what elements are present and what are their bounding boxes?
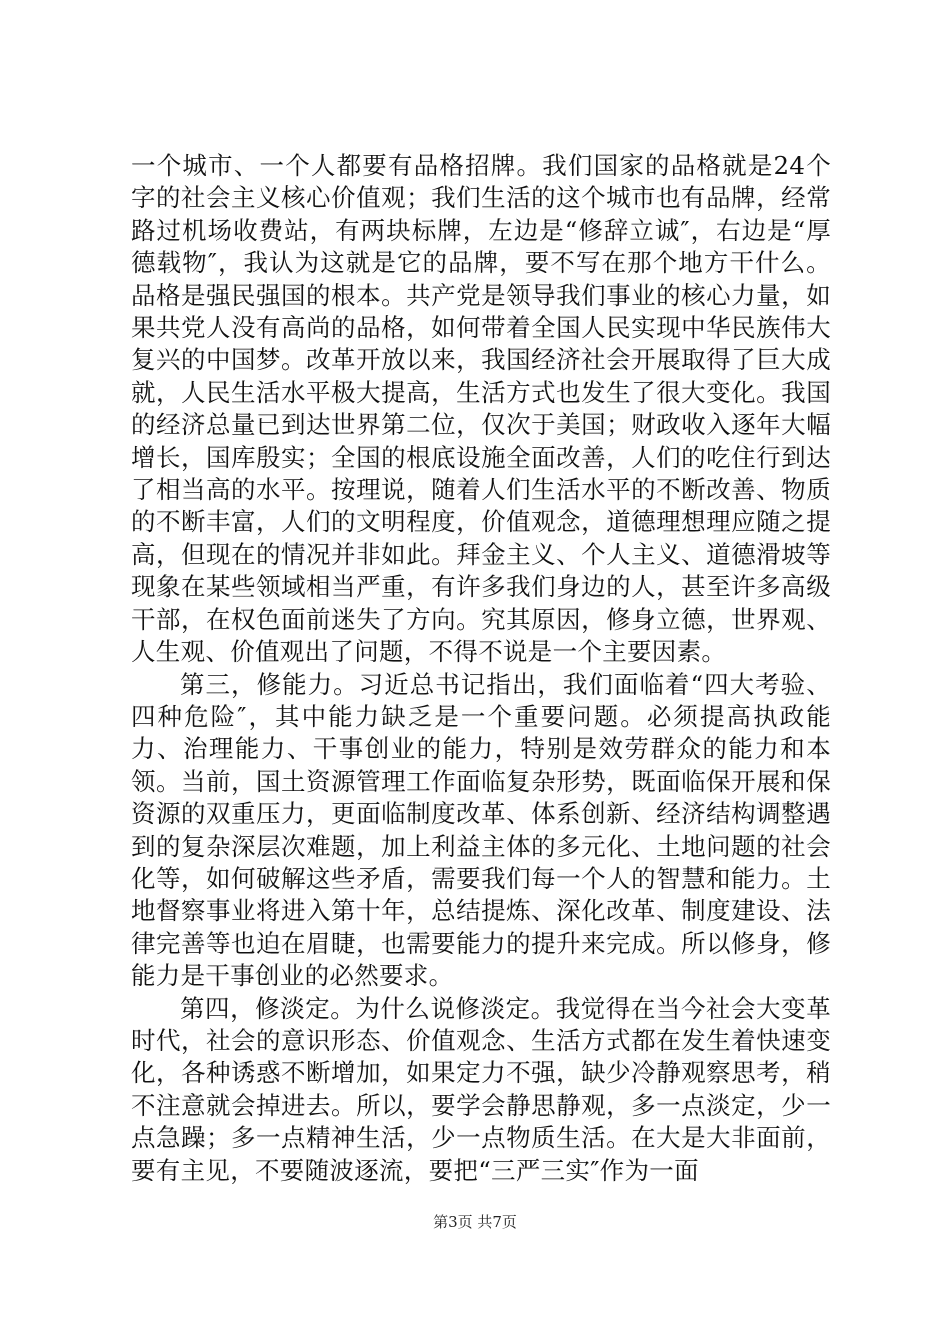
document-body [131, 150, 831, 1187]
paragraph-cultivate-ability: 第三，修能力。习近总书记指出，我们面临着“四大考验、四种危险″，其中能力缺乏是一个重要问题。必须提高执政能力、治理能力、干事创业的能力，特别是效劳群众的能力和本领。当前，国土资源管理工作面临复杂形势，既面临保开展和保资源的双重压力，更面临制度改革、体系创新、经济结构调整遇到的复杂深层次难题，加上利益主体的多元化、土地问题的社会化等，如何破解这些矛盾，需要我们每一个人的智慧和能力。土地督察事业将进入第十年，总结提炼、深化改革、制度建设、法律完善等也迫在眉睫，也需要能力的提升来完成。所以修身，修能力是干事创业的必然要求。 [131, 669, 831, 991]
paragraph-cultivate-calmness: 第四，修淡定。为什么说修淡定。我觉得在当今社会大变革时代，社会的意识形态、价值观念、生活方式都在发生着快速变化，各种诱惑不断增加，如果定力不强，缺少冷静观察思考，稍不注意就会掉进去。所以，要学会静思静观，多一点淡定，少一点急躁；多一点精神生活，少一点物质生活。在大是大非面前，要有主见，不要随波逐流，要把“三严三实″作为一面 [131, 993, 831, 1185]
paragraph-character-values: 一个城市、一个人都要有品格招牌。我们国家的品格就是24个字的社会主义核心价值观；我们生活的这个城市也有品牌，经常路过机场收费站，有两块标牌，左边是“修辞立诚″，右边是“厚德载物″，我认为这就是它的品牌，要不写在那个地方干什么。品格是强民强国的根本。共产党是领导我们事业的核心力量，如果共党人没有高尚的品格，如何带着全国人民实现中华民族伟大复兴的中国梦。改革开放以来，我国经济社会开展取得了巨大成就，人民生活水平极大提高，生活方式也发生了很大变化。我国的经济总量已到达世界第二位，仅次于美国；财政收入逐年大幅增长，国库殷实；全国的根底设施全面改善，人们的吃住行到达了相当高的水平。按理说，随着人们生活水平的不断改善、物质的不断丰富，人们的文明程度，价值观念，道德理想理应随之提高，但现在的情况并非如此。拜金主义、个人主义、道德滑坡等现象在某些领域相当严重，有许多我们身边的人，甚至许多高级干部，在权色面前迷失了方向。究其原因，修身立德，世界观、人生观、价值观出了问题，不得不说是一个主要因素。 [131, 151, 831, 667]
page-number-footer: 第3页 共7页 [433, 1213, 517, 1231]
